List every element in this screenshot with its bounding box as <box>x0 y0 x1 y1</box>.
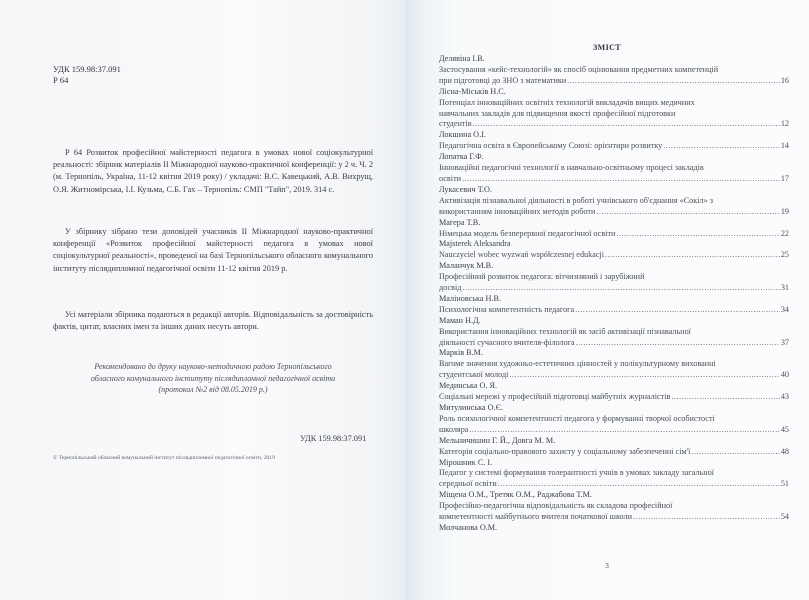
toc-page-number: 17 <box>780 173 789 183</box>
toc-page-number: 51 <box>780 479 789 489</box>
toc-title-line: при підготовці до ЗНО з математики <box>439 75 567 85</box>
toc-entry <box>439 239 789 261</box>
toc-entry <box>439 381 789 403</box>
right-page <box>405 0 809 600</box>
toc-title-line: Педагог у системі формування толерантності учнів в умовах закладу загальної <box>439 468 714 478</box>
dot-leader <box>633 512 780 523</box>
toc-author: Маман Н.Д. <box>439 315 481 325</box>
toc-entry <box>439 87 789 131</box>
recommendation-line: (протокол №2 від 08.05.2019 р.) <box>158 385 268 394</box>
toc-page-number: 12 <box>780 119 789 129</box>
toc-author: Лопатка Г.Ф. <box>439 152 484 162</box>
page-number: 3 <box>605 561 609 570</box>
toc-entry <box>439 130 789 152</box>
toc-author: Лукасевич Т.О. <box>439 184 492 194</box>
toc-author: Мельничишин Г. Й., Довга М. М. <box>439 435 556 445</box>
dot-leader <box>567 76 780 87</box>
dot-leader <box>473 119 780 130</box>
toc-title-with-page <box>439 174 789 185</box>
toc-title-with-page <box>439 76 789 87</box>
toc-title-line: Активізація пізнавальної діяльності в роботі учнівського об'єднання «Сокіл» з <box>439 195 713 205</box>
dot-leader <box>691 447 779 458</box>
udk-code: УДК 159.98:37.091 <box>53 64 121 74</box>
toc-page-number: 22 <box>780 228 789 238</box>
toc-title-line: Педагогічна освіта в Європейському Союзі: орієнтири розвитку <box>439 141 663 151</box>
toc-author: Маліновська Н.В. <box>439 293 502 303</box>
toc-entry <box>439 54 789 87</box>
toc-page-number: 40 <box>780 370 789 380</box>
toc-title-line: використанням інноваційних методів роботи <box>439 206 596 216</box>
toc-title-line: Роль психологічної компетентності педагога у формуванні творчої особистості <box>439 413 715 423</box>
toc-entry <box>439 348 789 381</box>
toc-title-line: Використання інноваційних технологій як засіб активізації пізнавальної <box>439 326 691 336</box>
toc-title-line: середньої освіти <box>439 479 497 489</box>
dot-leader <box>671 392 779 403</box>
toc-title-with-page <box>439 512 789 523</box>
toc-title-line: діяльності сучасного вчителя-філолога <box>439 337 575 347</box>
toc-title-with-page <box>439 447 789 458</box>
catalog-index: Р 64 <box>53 75 69 85</box>
toc-page-number: 14 <box>780 141 789 151</box>
toc-title-with-page <box>439 338 789 349</box>
toc-author: Majsterek Aleksandra <box>439 239 511 249</box>
dot-leader <box>663 141 780 152</box>
toc-entry <box>439 152 789 185</box>
toc-title-line: Професійний розвиток педагога: вітчизняний і зарубіжний <box>439 272 645 282</box>
dot-leader <box>596 207 779 218</box>
udk-header <box>53 64 121 86</box>
toc-title-line: досвід <box>439 283 462 293</box>
udk-code-bottom: УДК 159.98:37.091 <box>300 434 367 443</box>
toc-author: Мірошник С. І. <box>439 457 493 467</box>
dot-leader <box>575 305 780 316</box>
toc-title-with-page <box>439 425 789 436</box>
toc-title-with-page <box>439 370 789 381</box>
toc-title-line: Категорія соціально-правового захисту у соціальному забезпеченні сім'ї <box>439 446 691 456</box>
toc-entry <box>439 403 789 436</box>
toc-title-line: Психологічна компетентність педагога <box>439 304 575 314</box>
dot-leader <box>509 370 779 381</box>
dot-leader <box>616 229 779 240</box>
table-of-contents <box>439 54 789 534</box>
toc-page-number: 19 <box>780 206 789 216</box>
dot-leader <box>462 174 780 185</box>
toc-title-line: Німецька модель безперервної педагогічної освіти <box>439 228 616 238</box>
toc-title-with-page <box>439 250 789 261</box>
toc-author: Марків В.М. <box>439 348 484 358</box>
toc-entry <box>439 458 789 491</box>
toc-page-number: 31 <box>780 283 789 293</box>
toc-title-line: Професійно-педагогічна відповідальність як складова професійної <box>439 501 673 511</box>
toc-page-number: 37 <box>780 337 789 347</box>
toc-title-with-page <box>439 207 789 218</box>
recommendation-line: Рекомендовано до друку науково-методичною радою Тернопільського <box>94 362 332 371</box>
toc-title-line: компетентності майбутнього вчителя початкової школи <box>439 512 632 522</box>
toc-title-line: школяра <box>439 424 469 434</box>
dot-leader <box>605 250 780 261</box>
toc-title-with-page <box>439 141 789 152</box>
toc-page-number: 34 <box>780 304 789 314</box>
toc-author: Локшина О.І. <box>439 130 486 140</box>
toc-page-number: 45 <box>780 424 789 434</box>
toc-page-number: 16 <box>780 75 789 85</box>
copyright-notice: © Тернопільський обласний комунальний інститут післядипломної педагогічної освіти, 2019 <box>53 455 275 461</box>
toc-title-line: навчальних закладів для підвищення якості професійної підготовки <box>439 108 676 118</box>
contents-title: ЗМІСТ <box>593 43 621 52</box>
toc-page-number: 54 <box>780 512 789 522</box>
toc-title-with-page <box>439 119 789 130</box>
toc-page-number: 43 <box>780 392 789 402</box>
toc-title-line: Соціальні мережі у професійній підготовці майбутніх журналістів <box>439 392 671 402</box>
toc-title-line: освіти <box>439 173 462 183</box>
toc-entry <box>439 523 789 534</box>
toc-title-line: Nauczyciel wobec wyzwań współczesnej edukacji <box>439 250 605 260</box>
dot-leader <box>498 479 780 490</box>
dot-leader <box>469 425 779 436</box>
toc-title-line: Вагоме значення художньо-естетичних цінностей у полікультурному вихованні <box>439 359 716 369</box>
toc-title-line: Потенціал інноваційних освітніх технологій викладачів вищих медичних <box>439 97 695 107</box>
toc-title-with-page <box>439 283 789 294</box>
toc-title-with-page <box>439 305 789 316</box>
toc-author: Магера Т.В. <box>439 217 481 227</box>
toc-page-number: 48 <box>780 446 789 456</box>
collection-description: У збірнику зібрано тези доповідей учасників ІІ Міжнародної науково-практичної конференції «Розвиток професійної майстерності педагога в умовах нової соціокультурної реальності», проведеної на базі Тернопільського обласного комунального інституту післядипломної педагогічної освіти 11-12 квітня 2019 р. <box>53 227 373 273</box>
toc-page-number: 25 <box>780 250 789 260</box>
toc-entry <box>439 261 789 294</box>
toc-entry <box>439 490 789 523</box>
toc-title-line: Застосування «кейс-технологій» як спосіб оцінювання предметних компетенцій <box>439 64 719 74</box>
toc-title-line: студентів <box>439 119 472 129</box>
dot-leader <box>462 283 779 294</box>
toc-entry <box>439 294 789 316</box>
toc-author: Молчанова О.М. <box>439 522 498 532</box>
toc-author: Митулинська О.Є. <box>439 403 504 412</box>
toc-entry <box>439 436 789 458</box>
toc-author: Міщена О.М., Третяк О.М., Раджабова Т.М. <box>439 490 592 500</box>
toc-author: Мединська О. Я. <box>439 381 498 391</box>
toc-entry <box>439 185 789 218</box>
toc-title-line: студентської молоді <box>439 370 509 380</box>
toc-author: Маланчук М.В. <box>439 261 494 271</box>
toc-title-with-page <box>439 229 789 240</box>
publication-recommendation <box>53 361 373 396</box>
toc-title-with-page <box>439 479 789 490</box>
toc-entry <box>439 316 789 349</box>
catalog-entry: Р 64 Розвиток професійної майстерності педагога в умовах нової соціокультурної реальності: збірник матеріалів ІІ Міжнародної науково-практичної конференції: у 2 ч. Ч. 2 (м. Тернопіль, Україна, 11-12 квітня 2019 року) / укладачі: В.С. Кавецький, А.В. Вихрущ, О.Я. Житномірська, І.І. Кузьма, С.Б. Гах – Тернопіль: СМП "Тайп", 2019. 314 с. <box>53 148 373 194</box>
toc-title-with-page <box>439 392 789 403</box>
responsibility-note: Усі матеріали збірника подаються в редакції авторів. Відповідальність за достовірність фактів, цитат, власних імен та інших даних несуть автори. <box>53 310 373 332</box>
toc-author: Лісна-Міськів Н.С. <box>439 86 506 96</box>
toc-author: Делявіна І.В. <box>439 54 485 63</box>
toc-entry <box>439 218 789 240</box>
toc-title-line: Інноваційні педагогічні технології в навчально-освітньому процесі закладів <box>439 163 704 173</box>
recommendation-line: обласного комунального інституту післядипломної педагогічної освіти <box>90 373 336 383</box>
dot-leader <box>576 338 780 349</box>
